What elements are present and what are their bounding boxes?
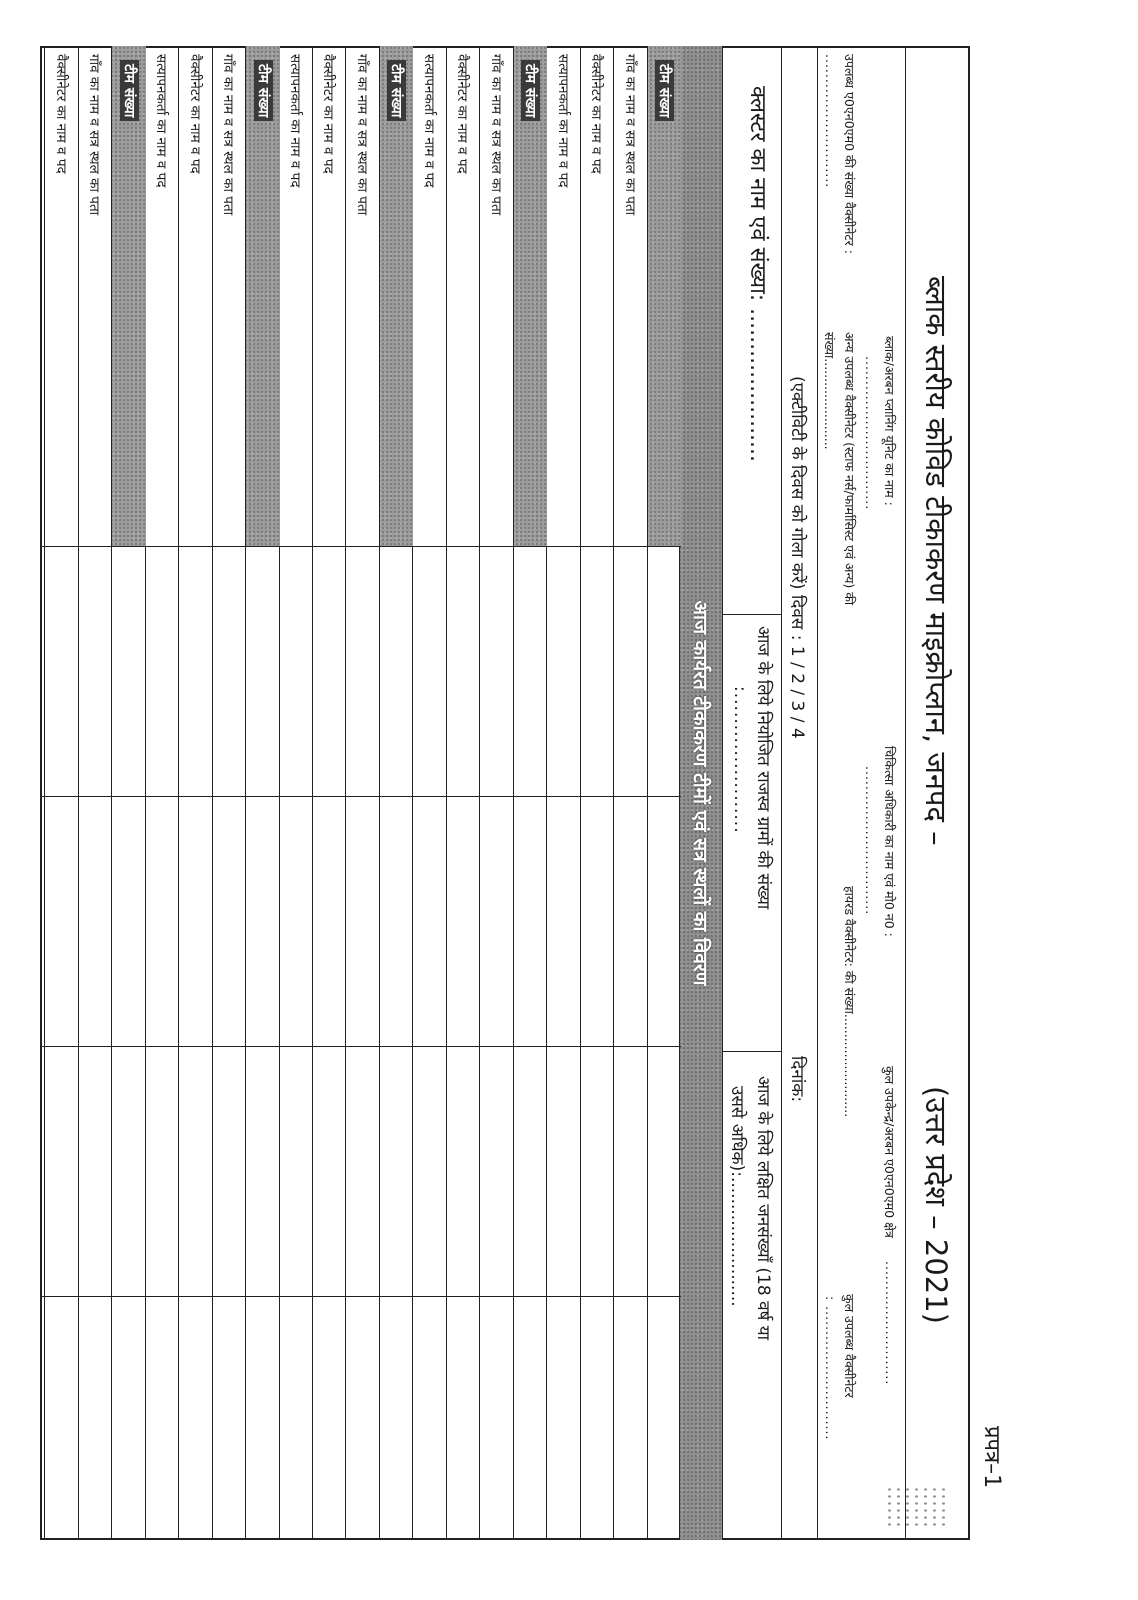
block-name-field bbox=[881, 336, 898, 506]
team-number-label: टीम संख्या bbox=[387, 60, 406, 121]
team-number-label: टीम संख्या bbox=[120, 60, 139, 121]
vaccinator-row-label: वैक्सीनेटर का नाम व पद bbox=[454, 54, 471, 174]
vaccinator-row-label: वैक्सीनेटर का नाम व पद bbox=[52, 54, 69, 174]
subcentre-dots: ......................... bbox=[883, 1261, 898, 1386]
row-divider bbox=[312, 46, 313, 1540]
row-divider bbox=[479, 46, 480, 1540]
anm-count-dots: ........................... bbox=[823, 54, 838, 189]
verifier-row-label: सत्यापनकर्ता का नाम व पद bbox=[153, 54, 170, 188]
other-vaccinator-label: अन्य उपलब्ध वैक्सीनेटर (स्टाफ नर्स/फार्मासिस्ट एवं अन्य) की bbox=[842, 332, 857, 606]
vaccinator-row-label: वैक्सीनेटर का नाम व पद bbox=[320, 54, 337, 174]
team-number-label: टीम संख्या bbox=[655, 60, 674, 121]
verifier-row-label: सत्यापनकर्ता का नाम व पद bbox=[554, 54, 571, 188]
row-divider bbox=[647, 46, 648, 1540]
village-row-label: गाँव का नाम व सत्र स्थल का पता bbox=[621, 54, 638, 216]
verifier-row-label: सत्यापनकर्ता का नाम व पद bbox=[287, 54, 304, 188]
row-divider bbox=[613, 46, 614, 1540]
row-divider bbox=[178, 46, 179, 1540]
row-divider bbox=[111, 46, 112, 1540]
block-name-label: ब्लाक/अरबन प्लानिंग यूनिट का नाम : bbox=[882, 336, 897, 506]
date-label: दिनांक: bbox=[787, 1056, 807, 1103]
row-divider bbox=[446, 46, 447, 1540]
divider bbox=[817, 46, 818, 1540]
total-vaccinator-dots: : ........................... bbox=[823, 1296, 838, 1441]
row-divider bbox=[78, 46, 79, 1540]
target-population-label: आज के लिये लक्षित जनसंख्याँ (18 वर्ष या bbox=[753, 1076, 773, 1341]
divider bbox=[723, 1051, 782, 1052]
form-title-state: (उत्तर प्रदेश – 2021) bbox=[919, 1086, 953, 1324]
team-number-label: टीम संख्या bbox=[254, 60, 273, 121]
form-title-main: ब्लाक स्तरीय कोविड टीकाकरण माइक्रोप्लान, जनपद – bbox=[919, 276, 953, 846]
column-divider bbox=[40, 546, 681, 547]
village-row-label: गाँव का नाम व सत्र स्थल का पता bbox=[220, 54, 237, 216]
cluster-name-label: क्लस्टर का नाम एवं संख्या: ...................... bbox=[745, 86, 770, 463]
hired-vaccinator-label: हायरड वैक्सीनेटर: की संख्या.......................... bbox=[842, 886, 857, 1118]
column-divider bbox=[40, 796, 681, 797]
other-vaccinator-count: संख्या....................... bbox=[822, 332, 837, 450]
section-banner bbox=[679, 46, 723, 1540]
mo-name-label: चिकित्सा अधिकारी का नाम एवं मो0 न0 : bbox=[882, 746, 897, 937]
column-divider bbox=[40, 1296, 681, 1297]
divider bbox=[723, 614, 782, 615]
villages-count-dots: :...................... bbox=[730, 686, 750, 834]
rotated-form-page bbox=[40, 46, 1004, 1540]
anm-count-label: उपलब्ध ए0एन0एम0 की संख्या वैक्सीनेटर : bbox=[842, 54, 857, 254]
mo-name-dots: .............................. bbox=[863, 766, 878, 916]
total-vaccinator-label: कुल उपलब्ध वैक्सीनेटर bbox=[842, 1294, 857, 1398]
vaccinator-row-label: वैक्सीनेटर का नाम व पद bbox=[186, 54, 203, 174]
form-number: प्रपत्र–1 bbox=[979, 1426, 1004, 1489]
village-row-label: गाँव का नाम व सत्र स्थल का पता bbox=[487, 54, 504, 216]
column-divider bbox=[40, 1046, 681, 1047]
subcentre-label: कुल उपकेन्द्र/अरबन ए0एन0एम0 क्षेत्र bbox=[882, 1066, 897, 1238]
target-population-dots: उससे अधिक):........................ bbox=[727, 1086, 747, 1307]
section-banner-text: आज कार्यरत टीकाकरण टीमों एवं सत्र स्थलों का विवरण bbox=[689, 600, 711, 986]
village-row-label: गाँव का नाम व सत्र स्थल का पता bbox=[353, 54, 370, 216]
village-row-label: गाँव का नाम व सत्र स्थल का पता bbox=[86, 54, 103, 216]
activity-day-label: (एक्टीविटी के दिवस को गोला करें) दिवस : 1 / 2 / 3 / 4 bbox=[787, 376, 807, 739]
row-divider bbox=[513, 46, 514, 1540]
block-name-dots: ............................... bbox=[863, 356, 878, 511]
divider bbox=[905, 46, 906, 1540]
divider bbox=[781, 46, 782, 1540]
team-number-label: टीम संख्या bbox=[521, 60, 540, 121]
row-divider bbox=[379, 46, 380, 1540]
row-divider bbox=[44, 46, 45, 1540]
verifier-row-label: सत्यापनकर्ता का नाम व पद bbox=[420, 54, 437, 188]
row-divider bbox=[580, 46, 581, 1540]
row-divider bbox=[346, 46, 347, 1540]
villages-count-label: आज के लिये नियोजित राजस्व ग्रामों की संख्या bbox=[753, 626, 773, 910]
row-divider bbox=[212, 46, 213, 1540]
row-divider bbox=[245, 46, 246, 1540]
vaccinator-row-label: वैक्सीनेटर का नाम व पद bbox=[588, 54, 605, 174]
